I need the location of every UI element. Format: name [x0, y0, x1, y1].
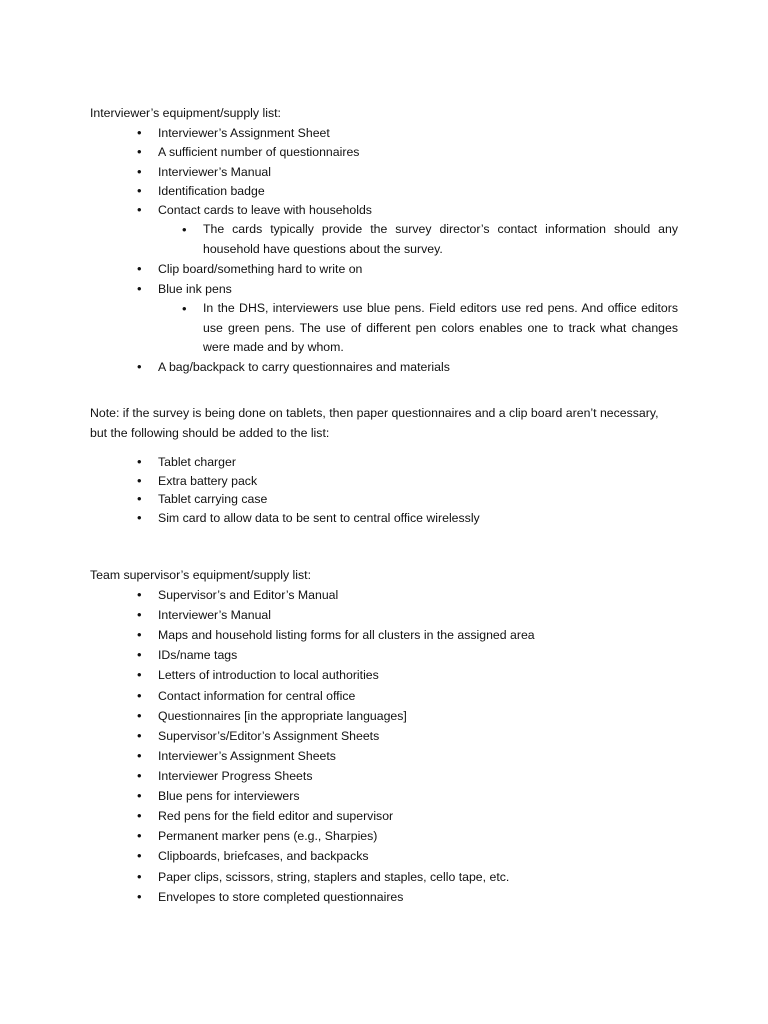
list-item: • Interviewer’s Assignment Sheet [158, 124, 330, 142]
list-item: • Interviewer’s Assignment Sheets [158, 747, 336, 765]
list-item: • Clipboards, briefcases, and backpacks [158, 847, 369, 865]
sub-list-item: • In the DHS, interviewers use blue pens. Field editors use red pens. And office editors use green pens. The use of different pen colors enables one to track what changes were made and by whom. [203, 299, 678, 358]
list-item: • Interviewer’s Manual [158, 163, 271, 181]
list-item: • Extra battery pack [158, 472, 257, 490]
list-item: • Questionnaires [in the appropriate languages] [158, 707, 407, 725]
list-item: • Supervisor’s and Editor’s Manual [158, 586, 338, 604]
list-item: • A sufficient number of questionnaires [158, 143, 359, 161]
list-item: • Contact cards to leave with households [158, 201, 372, 219]
tablet-note: Note: if the survey is being done on tablets, then paper questionnaires and a clip board aren’t necessary, but the following should be added to the list: [90, 406, 659, 440]
list-item: • Identification badge [158, 182, 265, 200]
list-item: • Blue pens for interviewers [158, 787, 299, 805]
list-item: • Envelopes to store completed questionnaires [158, 888, 403, 906]
sub-list-item: • The cards typically provide the survey director’s contact information should any household have questions about the survey. [203, 220, 678, 259]
list-item: • Blue ink pens [158, 280, 232, 298]
list-item: • Sim card to allow data to be sent to central office wirelessly [158, 509, 480, 527]
list-item: • Tablet carrying case [158, 490, 267, 508]
list-item: • Tablet charger [158, 453, 236, 471]
list-item: • Red pens for the field editor and supervisor [158, 807, 393, 825]
list-item: • Maps and household listing forms for all clusters in the assigned area [158, 626, 535, 644]
list-item: • Supervisor’s/Editor’s Assignment Sheets [158, 727, 379, 745]
interviewer-list-heading: Interviewer’s equipment/supply list: [90, 106, 281, 120]
list-item: • Letters of introduction to local authorities [158, 666, 379, 684]
list-item: • Interviewer’s Manual [158, 606, 271, 624]
list-item: • Paper clips, scissors, string, staplers and staples, cello tape, etc. [158, 868, 509, 886]
list-item: • Clip board/something hard to write on [158, 260, 362, 278]
list-item: • Contact information for central office [158, 687, 355, 705]
list-item: • IDs/name tags [158, 646, 237, 664]
list-item: • A bag/backpack to carry questionnaires and materials [158, 358, 450, 376]
supervisor-list-heading: Team supervisor’s equipment/supply list: [90, 568, 311, 582]
list-item: • Interviewer Progress Sheets [158, 767, 312, 785]
list-item: • Permanent marker pens (e.g., Sharpies) [158, 827, 377, 845]
